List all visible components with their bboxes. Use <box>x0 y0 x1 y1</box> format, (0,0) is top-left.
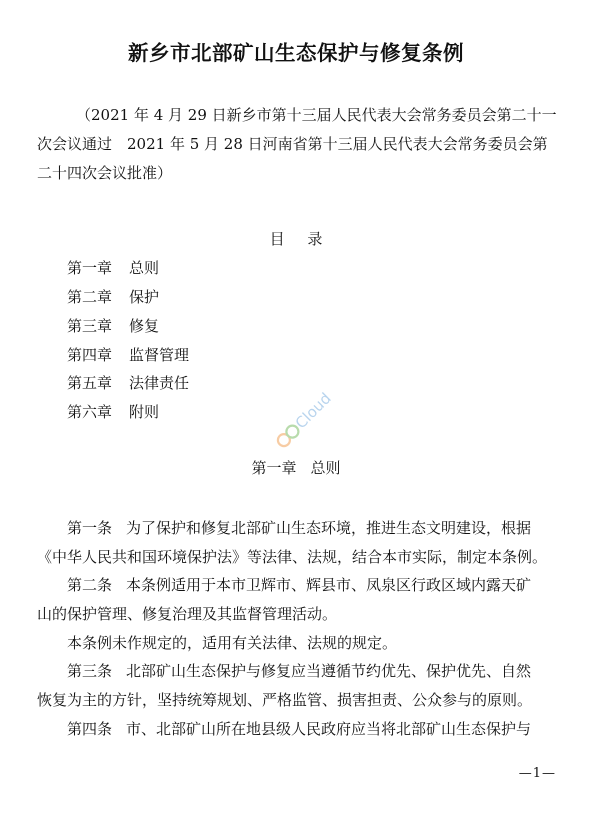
toc-item <box>67 372 189 393</box>
toc-item-label: 保护 <box>129 288 160 306</box>
toc-item <box>67 401 159 422</box>
article-2-line-1 <box>67 574 531 595</box>
article-number: 第一条 <box>67 519 113 537</box>
toc-item-label: 监督管理 <box>129 346 190 364</box>
watermark-ring-orange <box>275 432 292 449</box>
subtitle-line-3: 二十四次会议批准） <box>37 164 173 182</box>
article-number: 第四条 <box>67 720 113 738</box>
article-number: 第二条 <box>67 576 113 594</box>
article-4-line-1 <box>67 718 531 739</box>
cloud-watermark-icon <box>262 380 344 462</box>
subtitle-line-1: （2021 年 4 月 29 日新乡市第十三届人民代表大会常务委员会第二十一 <box>76 106 557 124</box>
toc-item <box>67 344 189 365</box>
toc-item-number: 第二章 <box>67 288 113 306</box>
article-text: 为了保护和修复北部矿山生态环境，推进生态文明建设，根据 <box>126 519 532 537</box>
toc-item-number: 第五章 <box>67 374 113 392</box>
chapter-heading <box>0 457 592 478</box>
toc-item <box>67 315 159 336</box>
toc-item-label: 总则 <box>129 259 160 277</box>
toc-item-number: 第三章 <box>67 317 113 335</box>
article-3-line-1 <box>67 660 531 681</box>
toc-item-label: 修复 <box>129 317 160 335</box>
article-text: 本条例适用于本市卫辉市、辉县市、凤泉区行政区域内露天矿 <box>126 576 532 594</box>
toc-item-label: 法律责任 <box>129 374 190 392</box>
article-number: 第三条 <box>67 662 113 680</box>
article-1-line-2: 《中华人民共和国环境保护法》等法律、法规，结合本市实际，制定本条例。 <box>37 548 548 566</box>
article-2-line-2: 山的保护管理、修复治理及其监督管理活动。 <box>37 605 338 623</box>
toc-item-label: 附则 <box>129 403 160 421</box>
article-text: 北部矿山生态保护与修复应当遵循节约优先、保护优先、自然 <box>126 662 532 680</box>
article-1-line-1 <box>67 517 531 538</box>
document-title: 新乡市北部矿山生态保护与修复条例 <box>128 41 464 65</box>
article-2-para-2: 本条例未作规定的，适用有关法律、法规的规定。 <box>67 634 398 652</box>
page-number: —1— <box>518 766 556 781</box>
subtitle-line-2: 次会议通过 2021 年 5 月 28 日河南省第十三届人民代表大会常务委员会第 <box>37 135 548 153</box>
toc-item-number: 第六章 <box>67 403 113 421</box>
toc-item <box>67 257 159 278</box>
article-3-line-2: 恢复为主的方针，坚持统筹规划、严格监管、损害担责、公众参与的原则。 <box>37 691 533 709</box>
toc-item-number: 第一章 <box>67 259 113 277</box>
toc-heading: 目 录 <box>269 230 323 248</box>
toc-item-number: 第四章 <box>67 346 113 364</box>
article-text: 市、北部矿山所在地县级人民政府应当将北部矿山生态保护与 <box>126 720 532 738</box>
watermark-text: Cloud <box>291 389 335 433</box>
toc-item <box>67 286 159 307</box>
chapter-name: 总则 <box>310 459 341 477</box>
chapter-number: 第一章 <box>251 459 297 477</box>
